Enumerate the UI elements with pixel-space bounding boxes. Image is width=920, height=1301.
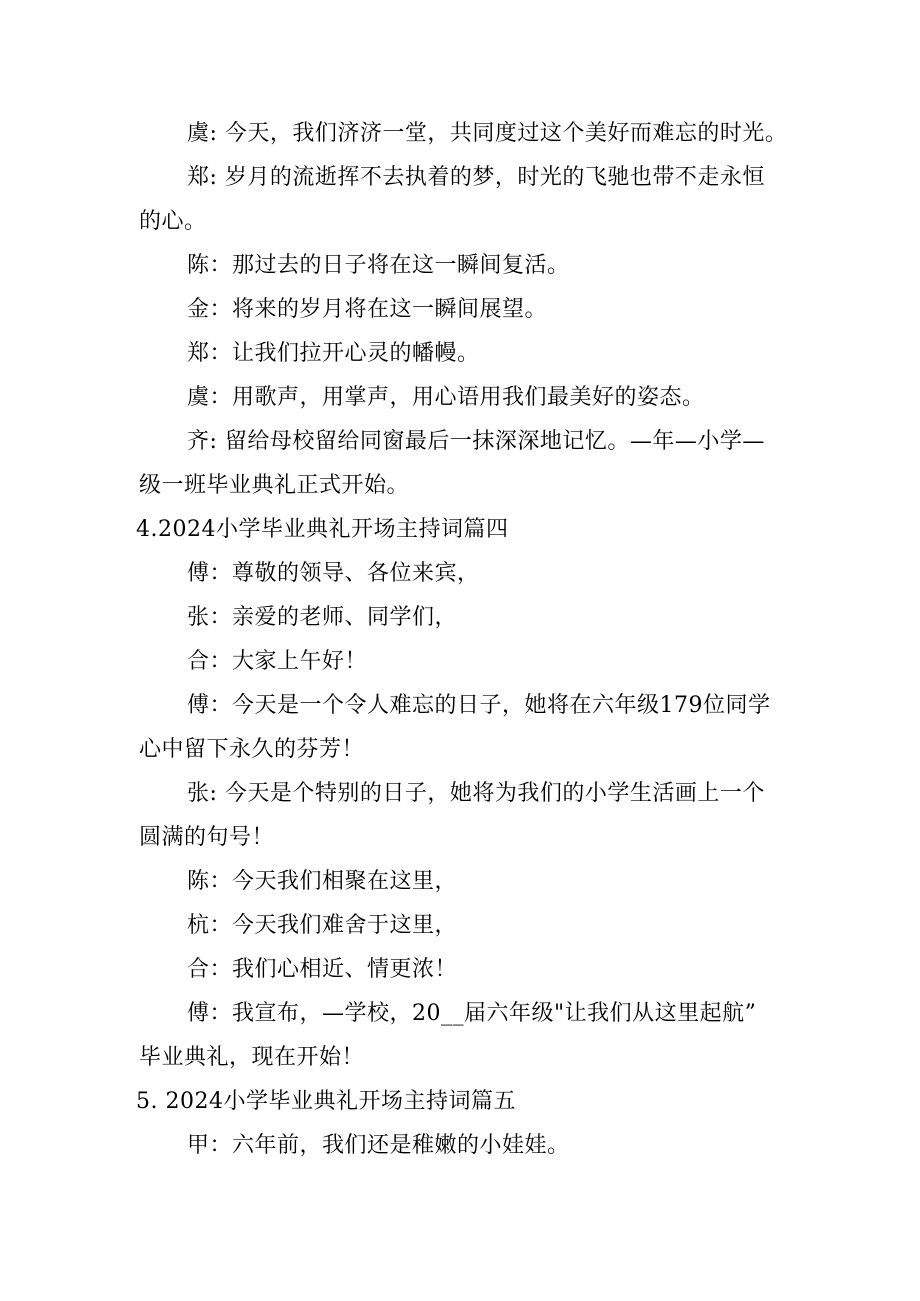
dialogue-line: 虞: 今天，我们济济一堂，共同度过这个美好而难忘的时光。 xyxy=(187,121,788,146)
dialogue-line-continuation: 心中留下永久的芬芳！ xyxy=(139,737,365,762)
dialogue-line: 甲：六年前，我们还是稚嫩的小娃娃。 xyxy=(187,1133,570,1158)
dialogue-line: 张：亲爱的老师、同学们， xyxy=(187,605,458,630)
dialogue-line: 郑：让我们拉开心灵的幡幔。 xyxy=(187,341,480,366)
document-body xyxy=(136,112,789,1168)
dialogue-line: 傅：今天是一个令人难忘的日子，她将在六年级179位同学 xyxy=(187,693,771,718)
dialogue-line: 傅：尊敬的领导、各位来宾， xyxy=(187,561,480,586)
dialogue-line: 金：将来的岁月将在这一瞬间展望。 xyxy=(187,297,548,322)
section-heading: 5. 2024小学毕业典礼开场主持词篇五 xyxy=(136,1089,516,1114)
dialogue-line: 齐: 留给母校留给同窗最后一抹深深地记忆。—年—小学— xyxy=(187,429,765,454)
dialogue-line: 合：我们心相近、情更浓！ xyxy=(187,957,458,982)
dialogue-line-continuation: 的心。 xyxy=(139,209,207,234)
dialogue-line: 杭：今天我们难舍于这里， xyxy=(187,913,458,938)
dialogue-line: 张: 今天是个特别的日子，她将为我们的小学生活画上一个 xyxy=(187,781,765,806)
dialogue-line: 傅：我宣布，—学校，20__届六年级"让我们从这里起航” xyxy=(187,1001,757,1026)
dialogue-line: 郑: 岁月的流逝挥不去执着的梦，时光的飞驰也带不走永恒 xyxy=(187,165,765,190)
dialogue-line-continuation: 圆满的句号！ xyxy=(139,825,275,850)
dialogue-line-continuation: 毕业典礼，现在开始！ xyxy=(139,1045,365,1070)
dialogue-line: 合：大家上午好！ xyxy=(187,649,368,674)
dialogue-line: 陈：那过去的日子将在这一瞬间复活。 xyxy=(187,253,570,278)
dialogue-line-continuation: 级一班毕业典礼正式开始。 xyxy=(139,473,410,498)
dialogue-line: 陈：今天我们相聚在这里， xyxy=(187,869,458,894)
dialogue-line: 虞：用歌声，用掌声，用心语用我们最美好的姿态。 xyxy=(187,385,705,410)
section-heading: 4.2024小学毕业典礼开场主持词篇四 xyxy=(136,517,509,542)
